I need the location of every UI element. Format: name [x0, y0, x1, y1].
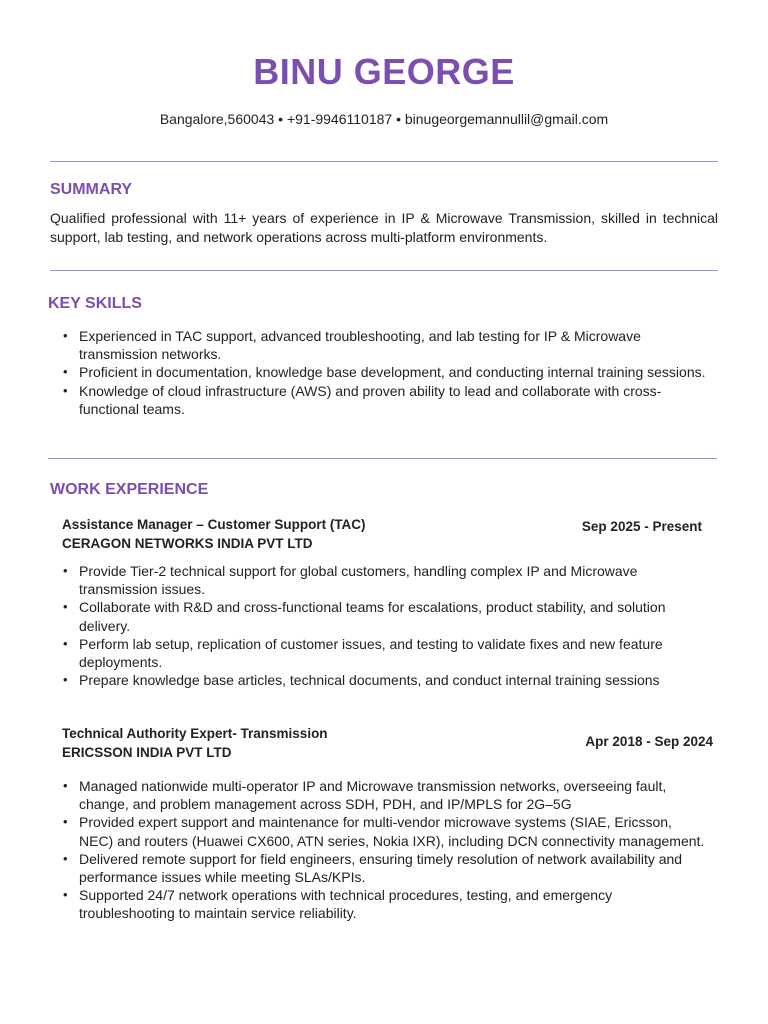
divider	[48, 458, 717, 459]
summary-text: Qualified professional with 11+ years of experience in IP & Microwave Transmission, skilled in technical support, lab testing, and network operations across multi-platform environments.	[50, 210, 718, 245]
candidate-name: BINU GEORGE	[253, 51, 515, 92]
list-item: • Delivered remote support for field engineers, ensuring timely resolution of network availability and performance issues while meeting SLAs/KPIs.	[49, 850, 709, 886]
job-title: Technical Authority Expert- Transmission	[62, 726, 328, 741]
list-item: • Proficient in documentation, knowledge base development, and conducting internal training sessions.	[49, 363, 709, 381]
job-company: ERICSSON INDIA PVT LTD	[62, 745, 232, 760]
list-item: • Provided expert support and maintenance for multi-vendor microwave systems (SIAE, Ericsson, NEC) and routers (Huawei CX600, ATN series, Nokia IXR), including DCN connectivity management.	[49, 813, 709, 849]
list-item: • Experienced in TAC support, advanced troubleshooting, and lab testing for IP & Microwave transmission networks.	[49, 327, 709, 363]
section-title-summary: SUMMARY	[50, 181, 133, 198]
list-item: • Knowledge of cloud infrastructure (AWS) and proven ability to lead and collaborate with cross-functional teams.	[49, 382, 709, 418]
divider	[50, 270, 718, 271]
list-item: • Collaborate with R&D and cross-functional teams for escalations, product stability, and solution delivery.	[49, 598, 709, 634]
section-title-key-skills: KEY SKILLS	[48, 295, 142, 312]
list-item: • Managed nationwide multi-operator IP and Microwave transmission networks, overseeing fault, change, and problem management across SDH, PDH, and IP/MPLS for 2G–5G	[49, 777, 709, 813]
skills-list	[49, 327, 709, 418]
job-dates: Sep 2025 - Present	[581, 519, 702, 534]
section-title-work-experience: WORK EXPERIENCE	[50, 481, 209, 498]
job-company: CERAGON NETWORKS INDIA PVT LTD	[62, 536, 313, 551]
list-item: • Prepare knowledge base articles, technical documents, and conduct internal training sessions	[49, 671, 709, 689]
job-responsibilities	[49, 777, 709, 923]
list-item: • Perform lab setup, replication of customer issues, and testing to validate fixes and new feature deployments.	[49, 635, 709, 671]
job-responsibilities	[49, 562, 709, 689]
job-dates: Apr 2018 - Sep 2024	[585, 734, 713, 749]
list-item: • Supported 24/7 network operations with technical procedures, testing, and emergency troubleshooting to maintain service reliability.	[49, 886, 709, 922]
job-title: Assistance Manager – Customer Support (TAC)	[62, 517, 366, 532]
list-item: • Provide Tier-2 technical support for global customers, handling complex IP and Microwave transmission issues.	[49, 562, 709, 598]
divider	[50, 161, 718, 162]
contact-line: Bangalore,560043 • +91-9946110187 • binugeorgemannullil@gmail.com	[159, 111, 609, 127]
